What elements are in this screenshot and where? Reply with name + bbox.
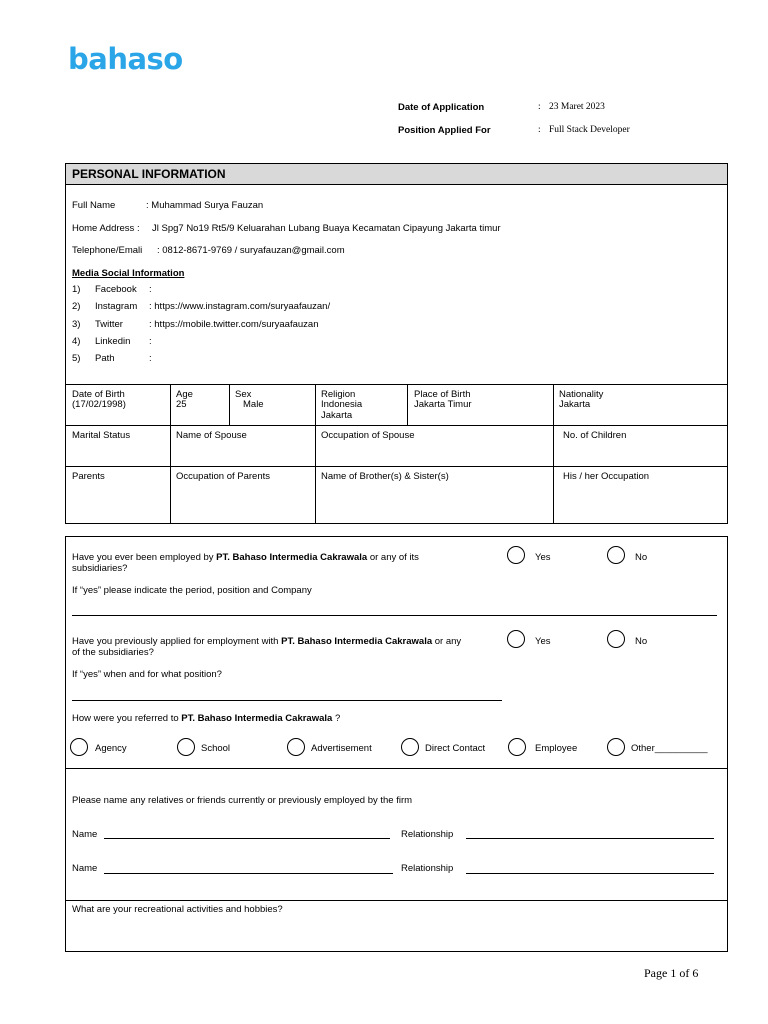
relative-name-line[interactable]	[104, 838, 390, 839]
home-address-value: Jl Spg7 No19 Rt5/9 Keluarahan Lubang Buaya Kecamatan Cipayung Jakarta timur	[152, 223, 501, 234]
social-twitter-value: : https://mobile.twitter.com/suryaafauzan	[149, 319, 319, 330]
social-twitter-label: Twitter	[95, 319, 123, 330]
relative-relationship-label: Relationship	[401, 829, 454, 840]
grid-line	[315, 384, 316, 523]
question-text: or any of its	[367, 552, 419, 563]
referral-advertisement-label: Advertisement	[311, 743, 372, 754]
bahaso-logo: bahaso	[68, 42, 183, 76]
position-applied-value: Full Stack Developer	[549, 125, 630, 135]
social-item-num: 5)	[72, 353, 81, 364]
siblings-name-label: Name of Brother(s) & Sister(s)	[321, 471, 449, 482]
referral-direct-contact-radio[interactable]	[401, 738, 419, 756]
social-item-num: 4)	[72, 336, 81, 347]
date-colon: :	[538, 102, 541, 112]
sex-value: Male	[243, 399, 264, 410]
question-text: Have you previously applied for employment with	[72, 636, 282, 647]
relative-relationship-line[interactable]	[466, 838, 714, 839]
question-text: ?	[332, 713, 341, 724]
relative-relationship-line[interactable]	[466, 873, 714, 874]
grid-line	[66, 384, 727, 385]
age-label: Age	[176, 389, 193, 400]
question-applied-before-line2: of the subsidiaries?	[72, 647, 154, 658]
employment-questions-section	[65, 536, 728, 952]
children-count-label: No. of Children	[563, 430, 627, 441]
full-name-label: Full Name	[72, 200, 116, 211]
social-instagram-value: : https://www.instagram.com/suryaafauzan/	[149, 301, 331, 312]
spouse-name-label: Name of Spouse	[176, 430, 247, 441]
personal-information-title: PERSONAL INFORMATION	[66, 164, 727, 185]
page-number: Page 1 of 6	[644, 966, 699, 980]
grid-line	[229, 384, 230, 425]
question-text: or any	[432, 636, 462, 647]
referral-advertisement-radio[interactable]	[287, 738, 305, 756]
question-text: Have you ever been employed by	[72, 552, 217, 563]
grid-line	[407, 384, 408, 425]
relative-name-label: Name	[72, 829, 98, 840]
referral-school-radio[interactable]	[177, 738, 195, 756]
section-divider	[66, 768, 727, 769]
q1-answer-line[interactable]	[72, 615, 717, 616]
q2-followup-text: If “yes” when and for what position?	[72, 669, 222, 680]
social-item-num: 2)	[72, 301, 81, 312]
position-colon: :	[538, 125, 541, 135]
sex-label: Sex	[235, 389, 252, 400]
social-instagram-label: Instagram	[95, 301, 138, 312]
referral-other-radio[interactable]	[607, 738, 625, 756]
nationality-label: Nationality	[559, 389, 604, 400]
siblings-occupation-label: His / her Occupation	[563, 471, 650, 482]
social-item-num: 3)	[72, 319, 81, 330]
full-name-value: : Muhammad Surya Fauzan	[146, 200, 264, 211]
parents-label: Parents	[72, 471, 105, 482]
question-referral	[72, 713, 340, 724]
q1-yes-radio[interactable]	[507, 546, 525, 564]
age-value: 25	[176, 399, 187, 410]
section-divider	[66, 900, 727, 901]
question-text: How were you referred to	[72, 713, 182, 724]
social-item-num: 1)	[72, 284, 81, 295]
media-social-heading: Media Social Information	[72, 268, 185, 279]
spouse-occupation-label: Occupation of Spouse	[321, 430, 415, 441]
referral-direct-contact-label: Direct Contact	[425, 743, 486, 754]
religion-value-2: Jakarta	[321, 410, 353, 421]
q1-yes-label: Yes	[535, 552, 551, 563]
relative-name-label: Name	[72, 863, 98, 874]
company-name: PT. Bahaso Intermedia Cakrawala	[216, 552, 368, 563]
date-of-application-value: 23 Maret 2023	[549, 102, 605, 112]
referral-employee-radio[interactable]	[508, 738, 526, 756]
q2-answer-line[interactable]	[72, 700, 502, 701]
company-name: PT. Bahaso Intermedia Cakrawala	[181, 713, 333, 724]
dob-value: (17/02/1998)	[72, 399, 126, 410]
social-facebook-label: Facebook	[95, 284, 137, 295]
q2-no-label: No	[635, 636, 648, 647]
relatives-prompt: Please name any relatives or friends currently or previously employed by the firm	[72, 795, 413, 806]
question-employed-before-line2: subsidiaries?	[72, 563, 128, 574]
q2-yes-label: Yes	[535, 636, 551, 647]
social-linkedin-label: Linkedin	[95, 336, 131, 347]
telephone-email-value: : 0812-8671-9769 / suryafauzan@gmail.com	[157, 245, 345, 256]
social-path-value: :	[149, 353, 152, 364]
q2-yes-radio[interactable]	[507, 630, 525, 648]
referral-agency-label: Agency	[95, 743, 127, 754]
q2-no-radio[interactable]	[607, 630, 625, 648]
dob-label: Date of Birth	[72, 389, 125, 400]
q1-no-radio[interactable]	[607, 546, 625, 564]
referral-other-label: Other__________	[631, 743, 708, 754]
q1-followup-text: If “yes” please indicate the period, position and Company	[72, 585, 312, 596]
social-path-label: Path	[95, 353, 115, 364]
referral-school-label: School	[201, 743, 231, 754]
hobbies-prompt: What are your recreational activities and hobbies?	[72, 904, 283, 915]
marital-status-label: Marital Status	[72, 430, 131, 441]
home-address-label: Home Address :	[72, 223, 140, 234]
religion-label: Religion	[321, 389, 356, 400]
parents-occupation-label: Occupation of Parents	[176, 471, 270, 482]
nationality-value: Jakarta	[559, 399, 591, 410]
question-employed-before	[72, 552, 419, 563]
company-name: PT. Bahaso Intermedia Cakrawala	[281, 636, 433, 647]
social-facebook-value: :	[149, 284, 152, 295]
date-of-application-label: Date of Application	[398, 102, 485, 113]
position-applied-label: Position Applied For	[398, 125, 491, 136]
place-of-birth-label: Place of Birth	[414, 389, 471, 400]
q1-no-label: No	[635, 552, 648, 563]
referral-agency-radio[interactable]	[70, 738, 88, 756]
personal-information-section	[65, 163, 728, 524]
relative-name-line[interactable]	[104, 873, 393, 874]
grid-line	[66, 466, 727, 467]
grid-line	[66, 425, 727, 426]
religion-value: Indonesia	[321, 399, 363, 410]
question-applied-before	[72, 636, 461, 647]
grid-line	[553, 384, 554, 523]
place-of-birth-value: Jakarta Timur	[414, 399, 472, 410]
relative-relationship-label: Relationship	[401, 863, 454, 874]
telephone-email-label: Telephone/Emali	[72, 245, 143, 256]
grid-line	[170, 384, 171, 523]
referral-employee-label: Employee	[535, 743, 578, 754]
social-linkedin-value: :	[149, 336, 152, 347]
